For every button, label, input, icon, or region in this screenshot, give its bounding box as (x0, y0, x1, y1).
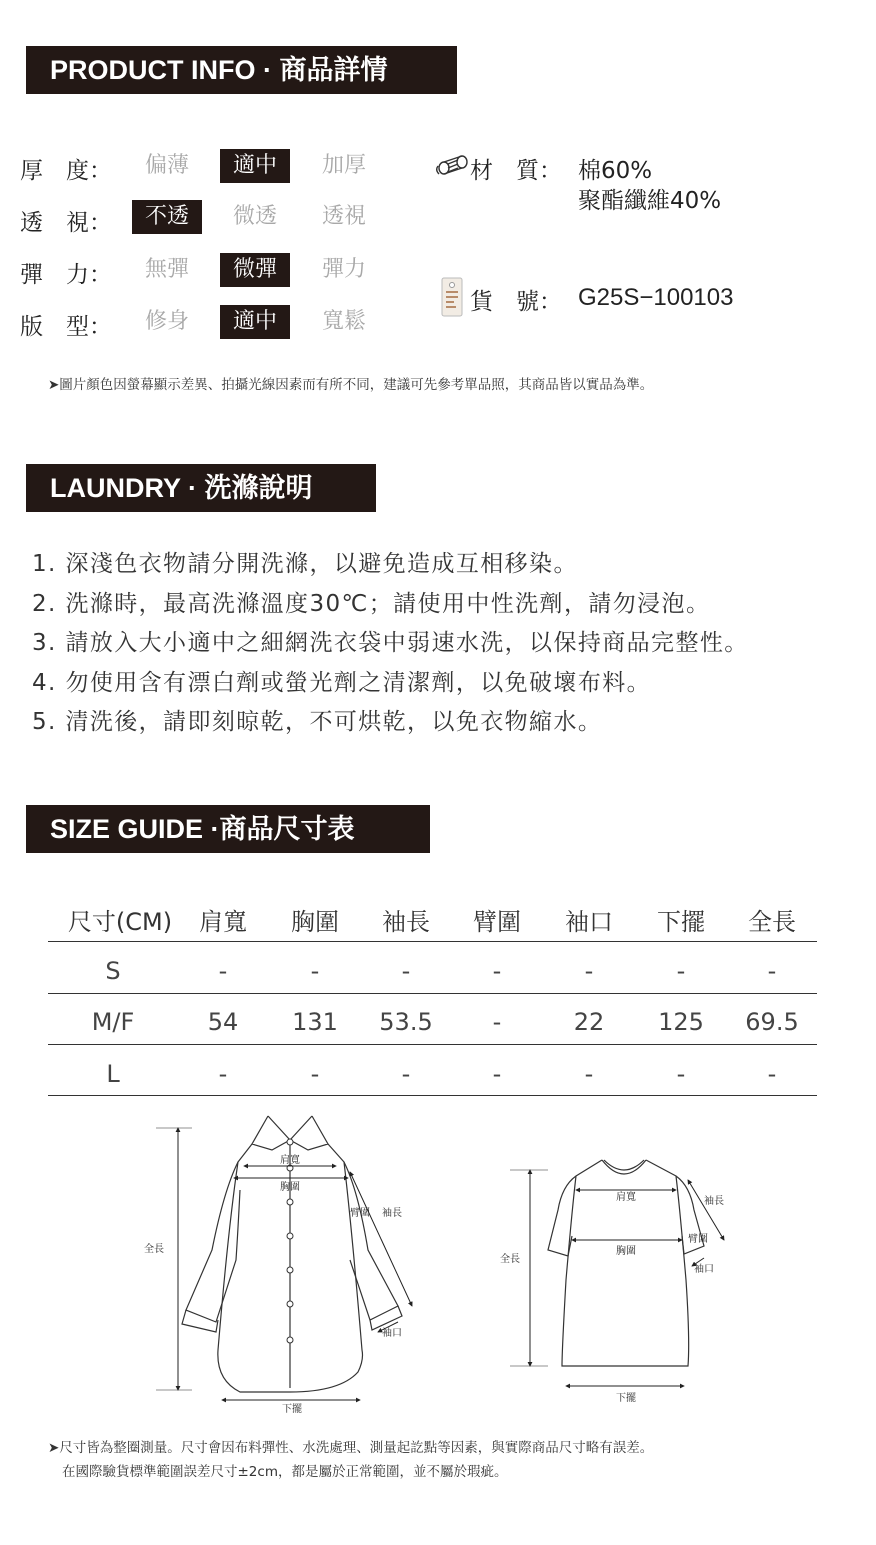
attribute-option: 加厚 (321, 153, 366, 178)
table-cell: - (218, 1060, 228, 1088)
attribute-option: 彈力 (321, 257, 366, 282)
size-guide-banner: SIZE GUIDE ·商品尺寸表 (26, 805, 430, 853)
laundry-item: 3. 請放入大小適中之細網洗衣袋中弱速水洗，以保持商品完整性。 (32, 630, 749, 656)
table-cell: - (676, 957, 686, 985)
table-divider (48, 941, 817, 942)
sku-label: 貨 號： (470, 289, 562, 315)
attribute-option: 微透 (232, 204, 277, 229)
material-value-polyester: 聚酯纖維40% (578, 188, 722, 214)
table-divider (48, 993, 817, 994)
color-disclaimer-note: ➤圖片顏色因螢幕顯示差異、拍攝光線因素而有所不同，建議可先參考單品照，其商品皆以實品為準。 (48, 377, 654, 393)
tee-cuff-label: 袖口 (694, 1264, 714, 1275)
attribute-label: 版 型： (20, 314, 112, 340)
tee-chest-label: 胸圍 (616, 1246, 636, 1257)
shirt-chest-label: 胸圍 (280, 1182, 300, 1193)
attribute-option-selected: 不透 (132, 200, 202, 234)
laundry-item: 4. 勿使用含有漂白劑或螢光劑之清潔劑，以免破壞布料。 (32, 670, 652, 696)
header-length: 全長 (748, 908, 796, 936)
laundry-item: 5. 清洗後，請即刻晾乾，不可烘乾，以免衣物縮水。 (32, 709, 603, 735)
header-cuff: 袖口 (565, 908, 613, 936)
attribute-option: 透視 (321, 204, 366, 229)
shirt-cuff-label: 袖口 (382, 1328, 402, 1339)
table-cell: - (492, 1060, 502, 1088)
table-cell: - (767, 1060, 777, 1088)
header-hem: 下擺 (657, 908, 705, 936)
attribute-option: 偏薄 (144, 153, 189, 178)
tee-shoulder-label: 肩寬 (616, 1192, 636, 1203)
table-cell: 54 (207, 1008, 239, 1036)
table-cell: 131 (292, 1008, 338, 1036)
header-arm: 臂圍 (473, 908, 521, 936)
table-cell-size: S (105, 957, 121, 985)
attribute-option: 修身 (144, 309, 189, 334)
sleeve-arrow (350, 1172, 412, 1306)
attribute-label: 厚 度： (20, 158, 112, 184)
tee-measurement-diagram (496, 1150, 736, 1410)
tag-icon (440, 276, 464, 318)
table-cell: - (767, 957, 777, 985)
attribute-option-selected: 微彈 (220, 253, 290, 287)
sku-value: G25S−100103 (578, 284, 734, 311)
table-cell: - (310, 1060, 320, 1088)
header-size: 尺寸(CM) (67, 908, 173, 936)
attribute-label: 透 視： (20, 210, 112, 236)
shirt-hem-label: 下擺 (282, 1404, 302, 1415)
shirt-sleeve-label: 袖長 (382, 1208, 402, 1219)
size-disclaimer-line-2: 在國際驗貨標準範圍誤差尺寸±2cm，都是屬於正常範圍，並不屬於瑕疵。 (62, 1464, 508, 1480)
attribute-option: 寬鬆 (321, 309, 366, 334)
thread-spool-icon (436, 152, 472, 180)
shirt-shoulder-label: 肩寬 (280, 1155, 300, 1166)
header-sleeve: 袖長 (382, 908, 430, 936)
table-divider (48, 1044, 817, 1045)
table-cell: - (310, 957, 320, 985)
shirt-arm-label: 臂圍 (350, 1208, 370, 1219)
tee-arm-label: 臂圍 (688, 1234, 708, 1245)
table-cell-size: L (106, 1060, 120, 1088)
size-disclaimer-line-1: ➤尺寸皆為整圈測量。尺寸會因布料彈性、水洗處理、測量起訖點等因素，與實際商品尺寸略有誤差。 (48, 1440, 654, 1456)
shirt-measurement-diagram (140, 1110, 430, 1420)
header-shoulder: 肩寬 (199, 908, 247, 936)
table-cell: - (584, 957, 594, 985)
material-value-cotton: 棉60% (578, 158, 653, 184)
table-cell: - (218, 957, 228, 985)
table-cell: - (401, 957, 411, 985)
tee-outline (548, 1160, 704, 1366)
table-cell: 125 (658, 1008, 704, 1036)
laundry-item: 1. 深淺色衣物請分開洗滌，以避免造成互相移染。 (32, 551, 578, 577)
table-divider (48, 1095, 817, 1096)
material-label: 材 質： (470, 158, 562, 184)
table-cell: 53.5 (379, 1008, 433, 1036)
table-cell: - (401, 1060, 411, 1088)
attribute-option-selected: 適中 (220, 305, 290, 339)
table-cell: 22 (573, 1008, 605, 1036)
table-cell-size: M/F (91, 1008, 135, 1036)
attribute-option-selected: 適中 (220, 149, 290, 183)
table-cell: - (492, 1008, 502, 1036)
attribute-option: 無彈 (144, 257, 189, 282)
shirt-length-label: 全長 (144, 1244, 164, 1255)
product-info-banner: PRODUCT INFO · 商品詳情 (26, 46, 457, 94)
table-cell: - (676, 1060, 686, 1088)
laundry-item: 2. 洗滌時，最高洗滌溫度30℃；請使用中性洗劑，請勿浸泡。 (32, 591, 711, 617)
table-cell: 69.5 (745, 1008, 799, 1036)
table-cell: - (492, 957, 502, 985)
table-cell: - (584, 1060, 594, 1088)
attribute-label: 彈 力： (20, 262, 112, 288)
laundry-banner: LAUNDRY · 洗滌說明 (26, 464, 376, 512)
tee-hem-label: 下擺 (616, 1393, 636, 1404)
tee-length-label: 全長 (500, 1254, 520, 1265)
header-chest: 胸圍 (291, 908, 339, 936)
tee-sleeve-label: 袖長 (704, 1196, 724, 1207)
